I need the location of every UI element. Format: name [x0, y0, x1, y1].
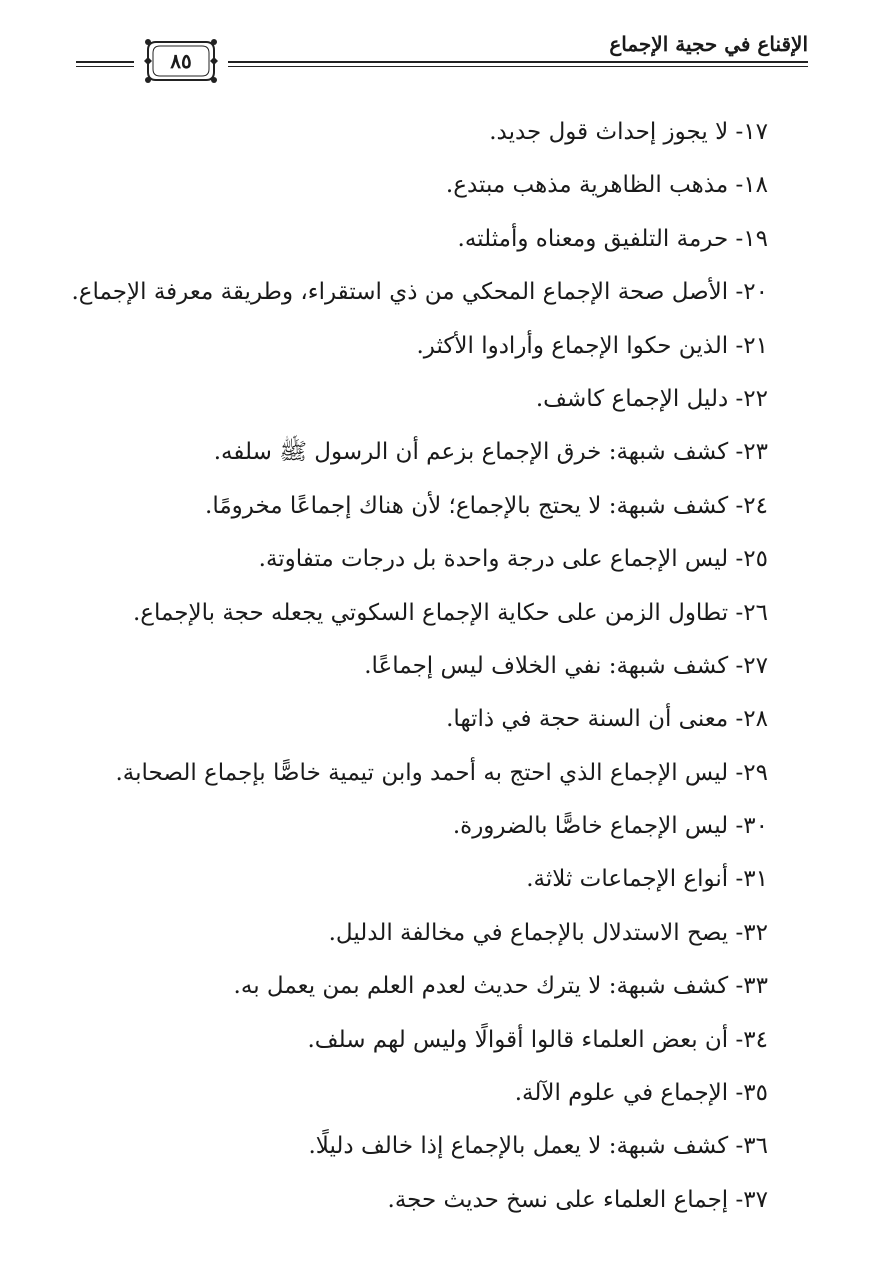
- list-item: ٣٣- كشف شبهة: لا يترك حديث لعدم العلم بمن يعمل به.: [233, 973, 768, 1000]
- list-item: ٣٦- كشف شبهة: لا يعمل بالإجماع إذا خالف دليلًا.: [308, 1133, 768, 1160]
- list-item: ١٧- لا يجوز إحداث قول جديد.: [489, 119, 768, 145]
- list-item: ٢٩- ليس الإجماع الذي احتج به أحمد وابن تيمية خاصًّا بإجماع الصحابة.: [115, 759, 768, 786]
- list-item: ٢٤- كشف شبهة: لا يحتج بالإجماع؛ لأن هناك إجماعًا مخرومًا.: [205, 492, 768, 519]
- list-item: ١٩- حرمة التلفيق ومعناه وأمثلته.: [457, 225, 768, 252]
- header-rule-left-thin: [76, 66, 134, 67]
- list-item: ٢٠- الأصل صحة الإجماع المحكي من ذي استقراء، وطريقة معرفة الإجماع.: [71, 279, 768, 306]
- header-rule-left: [76, 61, 134, 63]
- page-header: [76, 24, 808, 88]
- list-item: ٢١- الذين حكوا الإجماع وأرادوا الأكثر.: [416, 332, 768, 359]
- list-item: ٣٥- الإجماع في علوم الآلة.: [514, 1080, 768, 1107]
- list-item: ٣٠- ليس الإجماع خاصًّا بالضرورة.: [452, 813, 768, 840]
- header-rule-thin: [228, 66, 808, 67]
- list-item: ٢٣- كشف شبهة: خرق الإجماع بزعم أن الرسول ﷺ سلفه.: [213, 439, 768, 466]
- list-item: ٢٢- دليل الإجماع كاشف.: [535, 385, 768, 412]
- list-item: ٣٧- إجماع العلماء على نسخ حديث حجة.: [387, 1186, 768, 1213]
- page-number: ٨٥: [170, 49, 192, 73]
- list-item: ١٨- مذهب الظاهرية مذهب مبتدع.: [445, 172, 768, 199]
- list-item: ٣١- أنواع الإجماعات ثلاثة.: [526, 866, 768, 893]
- list-item: ٢٦- تطاول الزمن على حكاية الإجماع السكوتي يجعله حجة بالإجماع.: [132, 599, 768, 626]
- list-item: ٣٢- يصح الاستدلال بالإجماع في مخالفة الدليل.: [328, 919, 768, 946]
- header-rule: [228, 61, 808, 63]
- book-title: الإقناع في حجية الإجماع: [609, 32, 808, 56]
- list-item: ٢٧- كشف شبهة: نفي الخلاف ليس إجماعًا.: [364, 652, 768, 679]
- list-item: ٢٥- ليس الإجماع على درجة واحدة بل درجات متفاوتة.: [258, 546, 768, 573]
- content-list: [68, 110, 768, 1231]
- list-item: ٣٤- أن بعض العلماء قالوا أقوالًا وليس لهم سلف.: [307, 1026, 768, 1053]
- list-item: ٢٨- معنى أن السنة حجة في ذاتها.: [446, 706, 768, 733]
